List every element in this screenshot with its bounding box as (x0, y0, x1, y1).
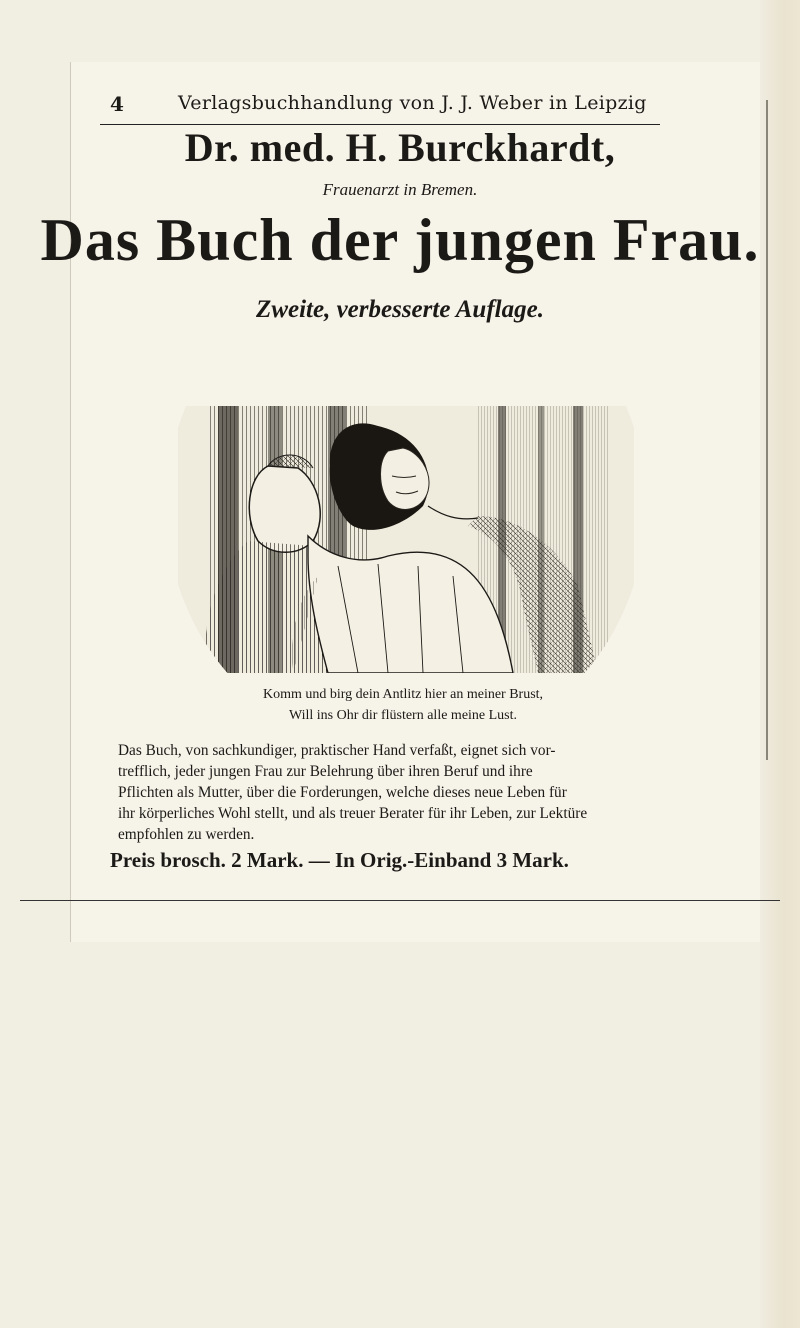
description-paragraph (118, 740, 746, 845)
paragraph-line: trefflich, jeder jungen Frau zur Belehrung über ihren Beruf und ihre (118, 763, 533, 780)
price-line: Preis brosch. 2 Mark. — In Orig.-Einband 3 Mark. (110, 848, 569, 872)
illustration-caption (118, 684, 688, 726)
author-subtitle: Frauenarzt in Bremen. (322, 180, 478, 199)
page-number: 4 (110, 92, 124, 116)
caption-line: Komm und birg dein Antlitz hier an meiner Brust, (262, 687, 544, 702)
bottom-rule (20, 900, 780, 901)
caption-line: Will ins Ohr dir flüstern alle meine Lust. (288, 708, 518, 723)
paragraph-line: empfohlen zu werden. (118, 826, 255, 843)
edition-line: Zweite, verbesserte Auflage. (256, 296, 544, 323)
paragraph-line: Pflichten als Mutter, über die Forderungen, welche dieses neue Leben für (118, 784, 567, 801)
paragraph-line: Das Buch, von sachkundiger, praktischer Hand verfaßt, eignet sich vor- (118, 742, 556, 759)
book-title: Das Buch der jungen Frau. (40, 207, 760, 273)
page-header (100, 90, 760, 126)
author-name: Dr. med. H. Burckhardt, (184, 125, 616, 170)
engraving-mother-and-child-icon (178, 406, 634, 673)
paragraph-line: ihr körperliches Wohl stellt, und als treuer Berater für ihr Leben, zur Lektüre (118, 805, 588, 822)
running-head: Verlagsbuchhandlung von J. J. Weber in Leipzig (178, 92, 647, 114)
